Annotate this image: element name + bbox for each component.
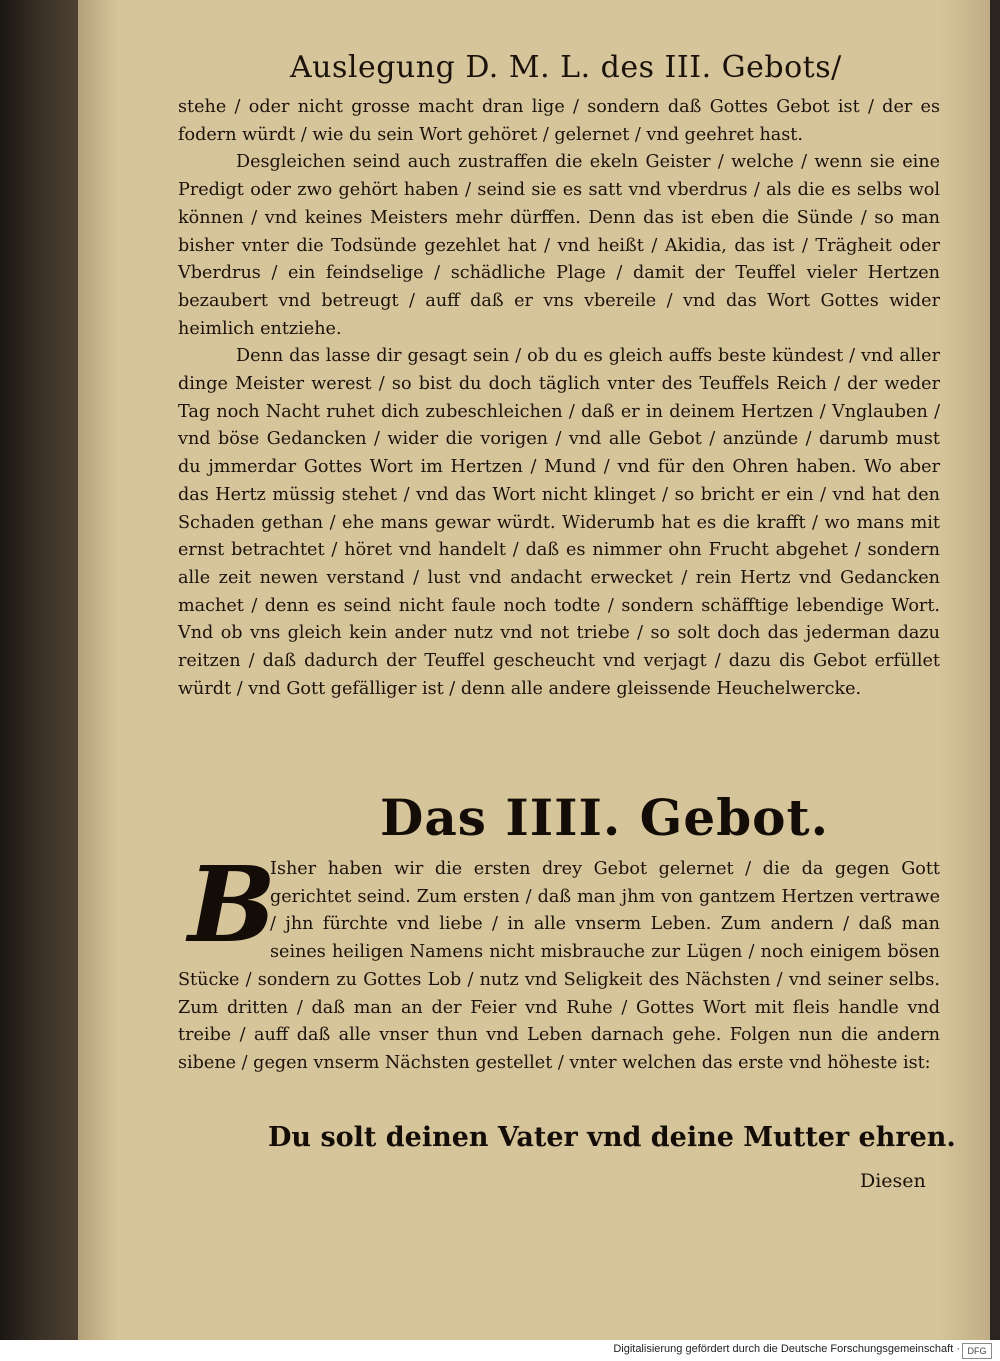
initial-paragraph xyxy=(178,843,940,1078)
digitization-credit: Digitalisierung gefördert durch die Deutsche Forschungsgemeinschaft · xyxy=(613,1343,960,1355)
initial-paragraph-text: Isher haben wir die ersten drey Gebot gelernet / die da gegen Gott gerichtet seind. Zum ersten / daß man jhm von gantzem Hertzen vertrawe / jhn fürchte vnd liebe / in alle vnserm Leben. Zum andern / daß man seines heiligen Namens nicht misbrauche zur Lügen / noch einigem bösen Stücke / sondern zu Gottes Lob / nutz vnd Seligkeit des Nächsten / vnd seiner selbs. Zum dritten / daß man an der Feier vnd Ruhe / Gottes Wort mit fleis handle vnd treibe / auff daß alle vnser thun vnd Leben darnach gehe. Folgen nun die andern sibene / gegen vnserm Nächsten gestellet / vnter welchen das erste vnd höheste ist: xyxy=(178,859,940,1073)
section-heading: Das IIII. Gebot. xyxy=(380,788,830,847)
decorated-initial: B xyxy=(188,843,276,966)
initial-space xyxy=(178,843,276,966)
paragraph: Desgleichen seind auch zustraffen die ekeln Geister / welche / wenn sie eine Predigt oder zwo gehört haben / seind sie es satt vnd vberdrus / als die es selbs wol können / vnd keines Meisters mehr dürffen. Denn das ist eben die Sünde / so man bisher vnter die Todsünde gezehlet hat / vnd heißt / Akidia, das ist / Trägheit oder Vberdrus / ein feindselige / schädliche Plage / damit der Teuffel vieler Hertzen bezaubert vnd betreugt / auff daß er vns vbereile / vnd das Wort Gottes wider heimlich entziehe. xyxy=(178,152,940,339)
catchword: Diesen xyxy=(860,1170,926,1192)
running-head: Auslegung D. M. L. des III. Gebots/ xyxy=(290,50,842,85)
commandment-text: Du solt deinen Vater vnd deine Mutter ehren. xyxy=(268,1122,956,1153)
dfg-logo: DFG xyxy=(962,1343,992,1359)
book-gutter xyxy=(0,0,78,1340)
paragraph-continuation: stehe / oder nicht grosse macht dran lige / sondern daß Gottes Gebot ist / der es fodern würdt / wie du sein Wort gehöret / gelernet / vnd geehret hast. xyxy=(178,97,940,145)
paragraph: Denn das lasse dir gesagt sein / ob du es gleich auffs beste kündest / vnd aller dinge Meister werest / so bist du doch täglich vnter des Teuffels Reich / der weder Tag noch Nacht ruhet dich zubeschleichen / daß er in deinem Hertzen / Vnglauben / vnd böse Gedancken / wider die vorigen / vnd alle Gebot / anzünde / darumb must du jmmerdar Gottes Wort im Hertzen / Mund / vnd für den Ohren haben. Wo aber das Hertz müssig stehet / vnd das Wort nicht klinget / so bricht er ein / vnd hat den Schaden gethan / ehe mans gewar würdt. Widerumb hat es die krafft / wo mans mit ernst betrachtet / höret vnd handelt / daß es nimmer ohn Frucht abgehet / sondern alle zeit newen verstand / lust vnd andacht erwecket / rein Hertz vnd Gedancken machet / denn es seind nicht faule noch todte / sondern schäfftige lebendige Wort. Vnd ob vns gleich kein ander nutz vnd not triebe / so solt doch das jederman dazu reitzen / daß dadurch der Teuffel gescheucht vnd verjagt / dazu dis Gebot erfüllet würdt / vnd Gott gefälliger ist / denn alle andere gleissende Heuchelwercke. xyxy=(178,346,940,699)
body-text xyxy=(178,94,940,703)
